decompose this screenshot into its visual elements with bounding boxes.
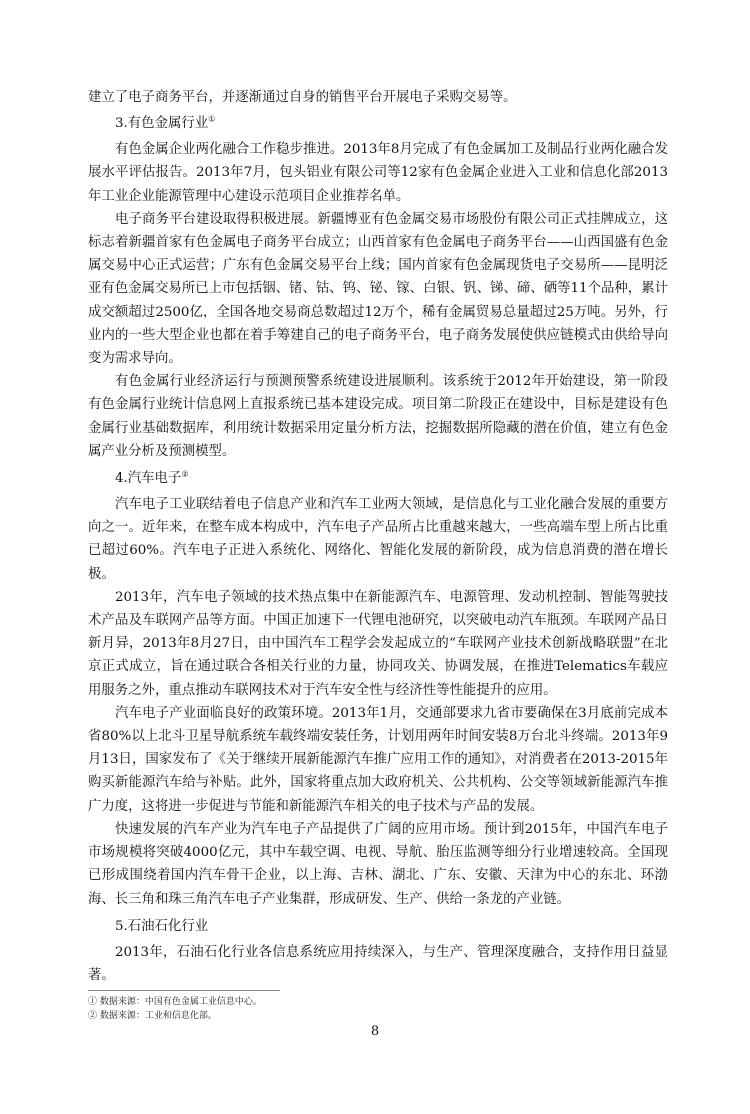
section-title: 4.汽车电子: [115, 471, 182, 487]
paragraph-continuation: 建立了电子商务平台，并逐渐通过自身的销售平台开展电子采购交易等。: [88, 90, 517, 105]
footnote-divider: [88, 990, 280, 991]
paragraph: 2013年，汽车电子领域的技术热点集中在新能源汽车、电源管理、发动机控制、智能驾驶技术产品及车联网产品等方面。中国正加速下一代锂电池研究，以突破电动汽车瓶颈。车联网产品日新月异，2013年8月27日，由中国汽车工程学会发起成立的“车联网产业技术创新战略联盟”在北京正式成立，旨在通过联合各相关行业的力量，协同攻关、协调发展，在推进Telematics车载应用服务之外，重点推动车联网技术对于汽车安全性与经济性等性能提升的应用。: [88, 589, 668, 698]
section-heading-auto-electronics: [88, 467, 668, 491]
section-heading-nonferrous: [88, 112, 668, 136]
footnote-2: ② 数据来源：工业和信息化部。: [88, 1011, 217, 1021]
paragraph: 电子商务平台建设取得积极进展。新疆博亚有色金属交易市场股份有限公司正式挂牌成立，这标志着新疆首家有色金属电子商务平台成立；山西首家有色金属电子商务平台——山西国盛有色金属交易中心正式运营；广东有色金属交易平台上线；国内首家有色金属现货电子交易所——昆明泛亚有色金属交易所已上市包括铟、锗、钴、钨、铋、镓、白银、钒、锑、碲、硒等11个品种，累计成交额超过2500亿，全国各地交易商总数超过12万个，稀有金属贸易总量超过25万吨。另外，行业内的一些大型企业也都在着手筹建自己的电子商务平台，电子商务发展使供应链模式由供给导向变为需求导向。: [88, 211, 668, 367]
paragraph: 有色金属行业经济运行与预测预警系统建设进展顺利。该系统于2012年开始建设，第一阶段有色金属行业统计信息网上直报系统已基本建设完成。项目第二阶段正在建设中，目标是建设有色金属行业基础数据库，利用统计数据采用定量分析方法，挖掘数据所隐藏的潜在价值，建立有色金属产业分析及预测模型。: [88, 374, 668, 459]
paragraph: 汽车电子产业面临良好的政策环境。2013年1月，交通部要求九省市要确保在3月底前完成本省80%以上北斗卫星导航系统车载终端安装任务，计划用两年时间安装8万台北斗终端。2013年9月13日，国家发布了《关于继续开展新能源汽车推广应用工作的通知》，对消费者在2013-2015年购买新能源汽车给与补贴。此外，国家将重点加大政府机关、公共机构、公交等领域新能源汽车推广力度，这将进一步促进与节能和新能源汽车相关的电子技术与产品的发展。: [88, 705, 668, 814]
paragraph: 有色金属企业两化融合工作稳步推进。2013年8月完成了有色金属加工及制品行业两化融合发展水平评估报告。2013年7月，包头铝业有限公司等12家有色金属企业进入工业和信息化部2013年工业企业能源管理中心建设示范项目企业推荐名单。: [88, 142, 668, 204]
page-number: 8: [370, 1024, 380, 1039]
section-title: 5.石油石化行业: [115, 918, 209, 934]
footnote-ref-2[interactable]: ②: [181, 469, 189, 479]
footnote-ref-1[interactable]: ①: [208, 114, 216, 124]
paragraph: 2013年，石油石化行业各信息系统应用持续深入，与生产、管理深度融合，支持作用日益显著。: [88, 944, 668, 983]
paragraph: 快速发展的汽车产业为汽车电子产品提供了广阔的应用市场。预计到2015年，中国汽车电子市场规模将突破4000亿元，其中车载空调、电视、导航、胎压监测等细分行业增速较高。全国现已形成围绕着国内汽车骨干企业，以上海、吉林、湖北、广东、安徽、天津为中心的东北、环渤海、长三角和珠三角汽车电子产业集群，形成研发、生产、供给一条龙的产业链。: [88, 821, 668, 907]
section-heading-petrochemical: [88, 915, 668, 939]
paragraph: 汽车电子工业联结着电子信息产业和汽车工业两大领域，是信息化与工业化融合发展的重要方向之一。近年来，在整车成本构成中，汽车电子产品所占比重越来越大，一些高端车型上所占比重已超过60%。汽车电子正进入系统化、网络化、智能化发展的新阶段，成为信息消费的潜在增长极。: [88, 497, 668, 582]
document-body: [88, 86, 668, 987]
section-title: 3.有色金属行业: [115, 116, 209, 132]
footnotes: [88, 990, 668, 1023]
footnote-1: ① 数据来源：中国有色金属工业信息中心。: [88, 997, 262, 1007]
